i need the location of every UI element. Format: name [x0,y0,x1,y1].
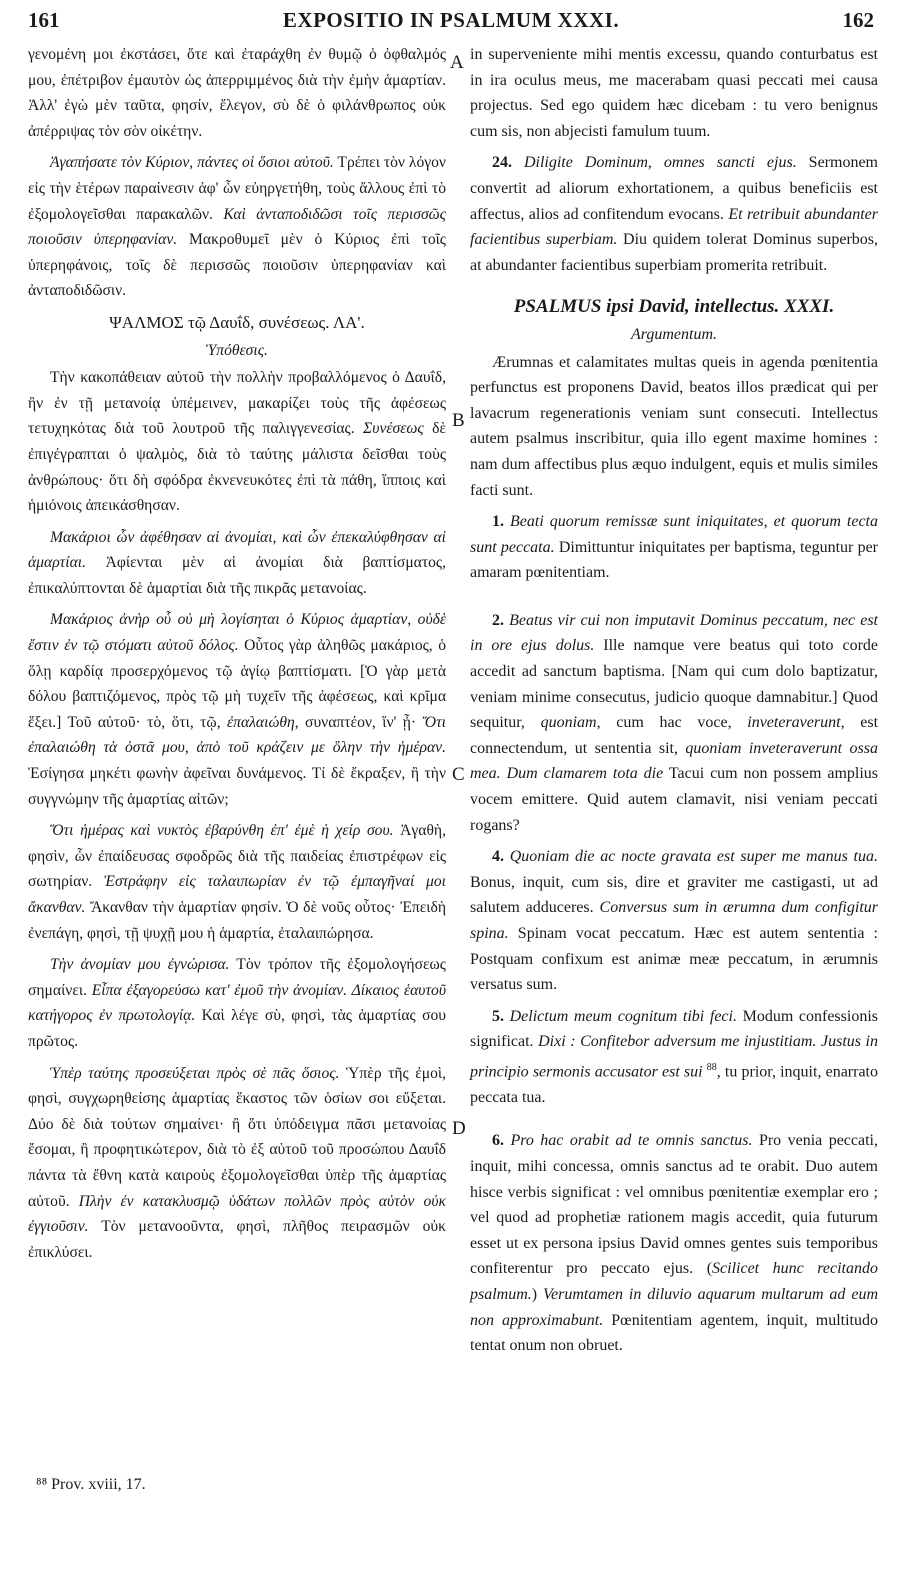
latin-subtitle: Argumentum. [630,325,718,343]
latin-text: Pro venia peccati, inquit, mihi concessa, omnis sanctus ad te orabit. Duo autem hisce verbis significat : vel omnibus pœnitentiæ exemplar ero ; vel quod ad prophetiæ rationem magis accedit, quia futurum esset ut ex persona ipsius David omnes gentes suis temporibus confiterentur pro peccato ejus. ( [470,1132,878,1278]
latin-text: Diu quidem tolerat Dominus superbos, at abundanter facientibus superbiam promerita retribuit. [470,231,878,274]
page-header [28,8,874,34]
margin-marker-a: A [450,52,464,73]
greek-paragraph [28,818,446,946]
latin-lemma: quoniam [524,714,597,732]
latin-text: Ærumnas et calamitates multas queis in agenda pœnitentia perfunctus est proponens David, beatos illos prædicat qui per lavacrum regenerationis veniam sunt consecuti. Intellectus autem psalmus inscribitur, quia illo egent maxime homines : nam dum affectibus plus æquo indulgent, equis et mulis similes facti sunt. [470,353,878,499]
greek-paragraph [28,365,446,519]
latin-text: Ille namque vere beatus qui toto corde accedit ad sanctum baptisma. [Nam qui cum dolo baptizatur, veniam minime consecutus, judicio quoque damnabitur.] Quod sequitur, [470,637,879,732]
verse-number: 5. [492,1007,504,1025]
greek-text: Ἀγαθὴ, φησὶν, ὧν ἐπαίδευσας σφοδρῶς διὰ τῆς παιδείας ἐπιστρέφων εἰς σωτηρίαν. [28,822,446,891]
greek-text: Τὴν κακοπάθειαν αὐτοῦ τὴν πολλὴν προβαλλόμενος ὁ Δαυΐδ, ἣν ἐν τῇ μετανοίᾳ ὑπέμεινεν, μακαρίζει τοὺς τῆς ἀφέσεως τετυχηκότας διὰ τοῦ λουτροῦ τῆς παλιγγενεσίας. [28,369,446,438]
latin-text: Spinam vocat peccatum. Hæc est autem sententia : Postquam confixum est animæ meæ peccatum, in ærumnis versatus sum. [470,925,878,994]
latin-text: Tacui cum non possem amplius vocem emittere. Quid autem clamavit, nisi veniam peccati rogans? [470,765,879,834]
latin-lemma: Conversus sum in ærumna dum configitur spina. [470,899,878,942]
footnote: ⁸⁸ Prov. xviii, 17. [36,1476,146,1493]
greek-lemma: Ὅτι ἡμέρας καὶ νυκτὸς ἐβαρύνθη ἐπ' ἐμὲ ἡ χείρ σου. [50,822,394,840]
latin-paragraph [470,42,878,144]
greek-lemma: Ὅτι ἐπαλαιώθη τὰ ὀστᾶ μου, ἀπὸ τοῦ κράζειν με ὅλην τὴν ἡμέραν. [28,713,446,757]
latin-text: Dimittuntur iniquitates per baptisma, teguntur per amaram pœnitentiam. [470,538,878,582]
latin-text: Sermonem convertit ad aliorum exhortationem, a quibus beneficiis est affectus, alios ad confitendum evocans. [470,154,878,223]
greek-lemma: ἐπαλαιώθη [220,713,295,731]
footnote-reference: 88 [706,1061,717,1073]
greek-lemma: Μακάριος ἀνὴρ οὗ οὐ μὴ λογίσηται ὁ Κύριος ἁμαρτίαν, οὐδὲ ἔστιν ἐν τῷ στόματι αὐτοῦ δόλος. [28,611,446,655]
greek-text: δὲ ἐπιγέγραπται ὁ ψαλμὸς, διὰ τὸ ταύτης μάλιστα δεῖσθαι τοὺς ἀνθρώπους· ὅτι δὴ σφόδρα ἐκνενευκότες ἐπὶ τὰ πάθη, ἵπποις καὶ ἡμιόνοις ἀπεικάσθησαν. [28,420,446,515]
greek-text: Τρέπει τὸν λόγον εἰς τὴν ἑτέρων παραίνεσιν ἀφ' ὧν εὐηργετήθη, τοὺς ἄλλους ἐπὶ τὸ ἐξομολογεῖσθαι παρακαλῶν. [28,154,446,223]
latin-lemma: Et retribuit abundanter facientibus superbiam. [470,205,879,249]
latin-lemma: Delictum meum cognitum tibi feci. [504,1007,737,1025]
latin-lemma: Beatus vir cui non imputavit Dominus peccatum, nec est in ore ejus dolus. [470,611,878,655]
latin-paragraph [470,350,878,504]
latin-column [470,42,878,1365]
latin-lemma: quoniam inveteraverunt ossa mea. Dum clamarem tota die [470,739,878,783]
greek-paragraph [28,150,446,304]
greek-text: Τὸν μετανοοῦντα, φησὶ, πλῆθος πειρασμῶν οὐκ ἐπικλύσει. [28,1218,446,1261]
latin-lemma: Verumtamen in diluvio aquarum multarum ad eum non approximabunt. [470,1286,878,1329]
margin-marker-c: C [452,764,465,785]
verse-number: 1. [492,513,504,531]
greek-psalm-title: ΨΑΛΜΟΣ τῷ Δαυΐδ, συνέσεως. ΛΑ'. [109,312,365,332]
left-page-number: 161 [28,8,60,32]
greek-lemma: Εἶπα ἐξαγορεύσω κατ' ἐμοῦ τὴν ἀνομίαν. Δίκαιος ἑαυτοῦ κατήγορος ἐν πρωτολογίᾳ. [28,981,446,1025]
latin-lemma: Diligite Dominum, omnes sancti ejus. [512,154,797,172]
latin-lemma: inveteraverunt [731,714,841,732]
margin-marker-b: B [452,410,465,431]
latin-paragraph [470,509,878,586]
latin-lemma: Dixi : Confitebor adversum me injustitiam. Justus in principio sermonis accusator est sui [470,1033,878,1081]
greek-paragraph [28,607,446,812]
greek-paragraph [28,525,446,602]
greek-lemma: Πλὴν ἐν κατακλυσμῷ ὑδάτων πολλῶν πρὸς αὐτὸν οὐκ ἐγγιοῦσιν. [28,1192,446,1236]
right-page-number: 162 [842,8,874,32]
latin-text: , tu prior, inquit, enarrato peccata tua. [470,1063,878,1106]
latin-lemma: Quoniam die ac nocte gravata est super me manus tua. [504,848,878,866]
verse-number: 24. [492,154,512,172]
verse-number: 2. [492,611,504,629]
latin-paragraph [470,1004,878,1111]
greek-lemma: Συνέσεως [354,420,424,438]
verse-number: 6. [492,1132,504,1150]
latin-lemma: Pro hac orabit ad te omnis sanctus. [504,1132,753,1150]
greek-text: γενομένη μοι ἐκστάσει, ὅτε καὶ ἐταράχθη ἐν θυμῷ ὁ ὀφθαλμός μου, ἐπέτριβον ἐμαυτὸν ὡς ἀπερριμμένος διὰ τὴν ἐμὴν ἁμαρτίαν. Ἀλλ' ἐγὼ μὲν ταῦτα, φησίν, ἔλεγον, σὺ δὲ ὁ φιλάνθρωπος οὐκ ἀπέρριψας τὸν σὸν οἰκέτην. [28,46,446,140]
latin-paragraph [470,1128,878,1358]
greek-column [28,42,446,1271]
greek-paragraph [28,42,446,144]
greek-paragraph [28,1061,446,1266]
latin-text: Modum confessionis significat. [470,1007,878,1051]
greek-text: Οὗτος γὰρ ἀληθῶς μακάριος, ὁ ὅλῃ καρδίᾳ προσερχόμενος τῷ ἁγίῳ βαπτίσματι. [Ὁ γὰρ μετὰ δόλου βαπτιζόμενος, πρὸς τῷ μὴ τυχεῖν τῆς ἀφέσεως, καὶ κρῖμα ἕξει.] Τοῦ αὐτοῦ· τὸ, ὅτι, τῷ, [28,637,447,731]
latin-text: Bonus, inquit, cum sis, dire et graviter me castigasti, ut ad salutem adduceres. [470,873,878,917]
greek-lemma: Ὑπὲρ ταύτης προσεύξεται πρὸς σὲ πᾶς ὅσιος. [50,1064,340,1082]
greek-text: Ἀφίενται μὲν αἱ ἀνομίαι διὰ βαπτίσματος, ἐπικαλύπτονται δὲ ἁμαρτίαι διὰ τῆς πικρᾶς μετανοίας. [28,554,446,597]
latin-text: , est connectendum, ut sententia sit, [470,714,879,757]
greek-text: Καὶ λέγε σὺ, φησὶ, τὰς ἁμαρτίας σου πρῶτος. [28,1007,447,1050]
verse-number: 4. [492,848,504,866]
greek-lemma: Μακάριοι ὧν ἀφέθησαν αἱ ἀνομίαι, καὶ ὧν ἐπεκαλύφθησαν αἱ ἁμαρτίαι. [28,528,446,572]
greek-text: Ἐσίγησα μηκέτι φωνὴν ἀφεῖναι δυνάμενος. Τί δὲ ἔκραξεν, ἢ τὴν συγγνώμην τῆς ἁμαρτίας αἰτῶν; [28,765,446,808]
latin-text: ) [531,1286,538,1304]
latin-paragraph [470,150,878,278]
greek-lemma: Ἐστράφην εἰς ταλαιπωρίαν ἐν τῷ ἐμπαγῆναί μοι ἄκανθαν. [28,873,446,916]
greek-paragraph [28,952,446,1054]
greek-text: Μακροθυμεῖ μὲν ὁ Κύριος ἐπὶ τοῖς ὑπερηφάνοις, τοῖς δὲ περισσῶς ποιοῦσιν ὑπερηφανίαν καὶ ἀνταποδιδῶσιν. [28,231,446,300]
latin-paragraph [470,844,878,998]
greek-lemma: Καὶ ἀνταποδιδῶσι τοῖς περισσῶς ποιοῦσιν ὑπερηφανίαν. [28,205,446,249]
latin-text: in superveniente mihi mentis excessu, quando conturbatus est in ira oculus meus, me macerabam quasi peccati mei causa projectus. Sed ego quidem hæc dicebam : tu vero benignus cum sis, non abjecisti famulum tuum. [470,46,878,140]
greek-text: Τὸν τρόπον τῆς ἐξομολογήσεως σημαίνει. [28,956,446,999]
greek-text: , συναπτέον, ἵν' ᾖ· [294,713,417,731]
running-title: EXPOSITIO IN PSALMUM XXXI. [282,8,620,32]
latin-psalm-title: PSALMUS ipsi David, intellectus. XXXI. [513,296,835,318]
greek-text: Ἄκανθαν τὴν ἁμαρτίαν φησίν. Ὁ δὲ νοῦς οὗτος· Ἐπειδὴ ἐνεπάγη, φησὶ, τῇ ψυχῇ μου ἡ ἁμαρτία, ἐταλαιπώρησα. [28,899,446,942]
greek-lemma: Τὴν ἀνομίαν μου ἐγνώρισα. [50,956,230,974]
latin-text: , cum hac voce, [596,714,732,732]
latin-text: Pœnitentiam agentem, inquit, multitudo tentat onum non obruet. [470,1311,878,1355]
latin-paragraph [470,608,878,838]
greek-text: Ὑπὲρ τῆς ἐμοὶ, φησὶ, συγχωρηθείσης ἁμαρτίας ἕκαστος τῶν ὁσίων σοι εὔξεται. Δύο δὲ διὰ τούτων σημαίνει· ἢ ὅτι ὑπόδειγμα πᾶσι μετανοίας ἔσομαι, ἢ προφητικώτερον, διὰ τὸ ἐξ αὐτοῦ τοῦ προσώπου Δαυΐδ πάντα τὰ ἔθνη κατὰ καιροὺς ἐξομολογεῖσθαι ὑπὲρ τῆς ἁμαρτίας αὐτοῦ. [28,1064,446,1210]
greek-subtitle: Ὑπόθεσις. [206,341,268,359]
margin-marker-d: D [452,1118,466,1139]
latin-lemma: Beati quorum remissæ sunt iniquitates, et quorum tecta sunt peccata. [470,513,878,556]
greek-lemma: Ἀγαπήσατε τὸν Κύριον, πάντες οἱ ὅσιοι αὐτοῦ. [50,154,334,172]
latin-lemma: Scilicet hunc recitando psalmum. [470,1260,879,1304]
